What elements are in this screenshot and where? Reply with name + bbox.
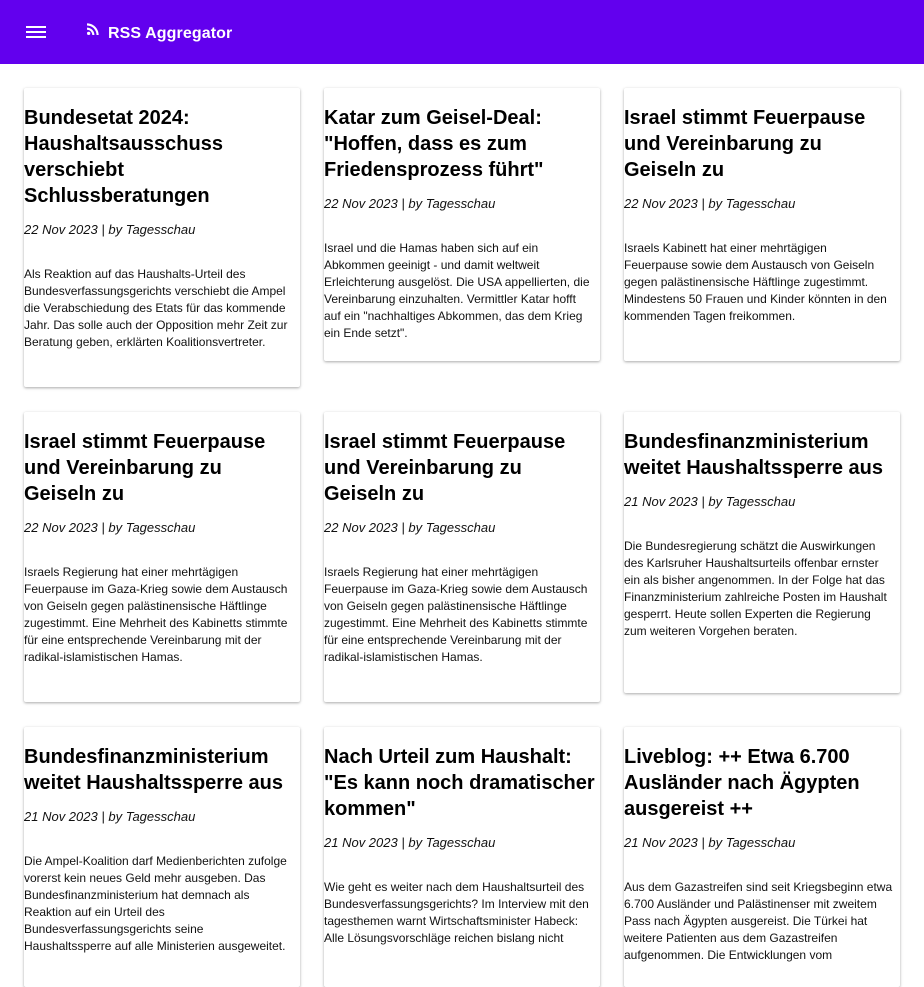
article-source: Tagesschau: [125, 520, 196, 535]
article-card[interactable]: [624, 727, 900, 987]
article-by: by: [708, 494, 723, 509]
article-description: Israel und die Hamas haben sich auf ein Abkommen geeinigt - und damit weltweit Erleichterung ausgelöst. Die USA appellierten, die Vereinbarung einzuhalten. Vermittler Katar hofft auf ein "nachhaltiges Abkommen, das dem Krieg ein Ende setzt".: [324, 241, 590, 340]
article-date: 21 Nov 2023: [324, 835, 398, 850]
article-date: 21 Nov 2023: [624, 494, 698, 509]
article-date: 22 Nov 2023: [624, 196, 698, 211]
article-card[interactable]: [24, 412, 300, 702]
article-by: by: [408, 196, 423, 211]
article-description: Israels Regierung hat einer mehrtägigen Feuerpause im Gaza-Krieg sowie dem Austausch von Geiseln gegen palästinensische Häftlinge zugestimmt. Eine Mehrheit des Kabinetts stimmte für eine entsprechende Vereinbarung mit der radikal-islamistischen Hamas.: [324, 565, 588, 664]
article-by: by: [408, 835, 423, 850]
article-by: by: [108, 520, 123, 535]
menu-icon[interactable]: [20, 16, 52, 48]
article-date: 21 Nov 2023: [624, 835, 698, 850]
article-meta: 22 Nov 2023 | by Tagesschau: [624, 196, 796, 211]
article-date: 21 Nov 2023: [24, 809, 98, 824]
app-bar: [0, 0, 924, 64]
article-description: Die Ampel-Koalition darf Medienberichten zufolge vorerst kein neues Geld mehr ausgeben. Das Bundesfinanzministerium hat demnach als Reaktion auf ein Urteil des Bundesverfassungsgerichts seine Haushaltssperre auf alle Ministerien ausgeweitet.: [24, 854, 287, 953]
article-by: by: [708, 196, 723, 211]
article-source: Tagesschau: [125, 809, 196, 824]
article-card[interactable]: [324, 88, 600, 361]
article-meta: 21 Nov 2023 | by Tagesschau: [624, 494, 796, 509]
app-title: RSS Aggregator: [108, 25, 233, 42]
article-meta: 21 Nov 2023 | by Tagesschau: [24, 809, 196, 824]
article-card[interactable]: [624, 88, 900, 361]
article-source: Tagesschau: [425, 196, 496, 211]
article-source: Tagesschau: [725, 494, 796, 509]
article-title[interactable]: Israel stimmt Feuerpause und Vereinbarung zu Geiseln zu: [624, 107, 866, 181]
article-meta: 22 Nov 2023 | by Tagesschau: [324, 520, 496, 535]
article-card[interactable]: [324, 727, 600, 987]
article-date: 22 Nov 2023: [324, 520, 398, 535]
article-title[interactable]: Nach Urteil zum Haushalt: "Es kann noch dramatischer kommen": [324, 746, 595, 820]
article-by: by: [108, 222, 123, 237]
article-source: Tagesschau: [725, 835, 796, 850]
article-source: Tagesschau: [425, 835, 496, 850]
app-brand: [84, 18, 232, 48]
article-by: by: [408, 520, 423, 535]
article-title[interactable]: Bundesfinanzministerium weitet Haushaltssperre aus: [24, 746, 283, 794]
article-title[interactable]: Bundesfinanzministerium weitet Haushaltssperre aus: [624, 431, 883, 479]
article-card[interactable]: [324, 412, 600, 702]
article-description: Israels Kabinett hat einer mehrtägigen Feuerpause sowie dem Austausch von Geiseln gegen palästinensische Häftlinge zugestimmt. Mindestens 50 Frauen und Kinder könnten in den kommenden Tagen freikommen.: [624, 241, 887, 323]
article-description: Wie geht es weiter nach dem Haushaltsurteil des Bundesverfassungsgerichts? Im Interview mit den tagesthemen warnt Wirtschaftsminister Habeck: Alle Lösungsvorschläge reichen bislang nicht: [324, 880, 589, 945]
article-card[interactable]: [24, 727, 300, 987]
article-date: 22 Nov 2023: [324, 196, 398, 211]
article-description: Aus dem Gazastreifen sind seit Kriegsbeginn etwa 6.700 Ausländer und Palästinenser mit zweitem Pass nach Ägypten ausgereist. Die Türkei hat weitere Patienten aus dem Gazastreifen aufgenommen. Die Entwicklungen vom: [624, 880, 893, 962]
article-title[interactable]: Katar zum Geisel-Deal: "Hoffen, dass es zum Friedensprozess führt": [324, 107, 544, 181]
article-date: 22 Nov 2023: [24, 520, 98, 535]
article-source: Tagesschau: [125, 222, 196, 237]
article-title[interactable]: Liveblog: ++ Etwa 6.700 Ausländer nach Ägypten ausgereist ++: [624, 746, 860, 820]
article-card[interactable]: [24, 88, 300, 387]
article-by: by: [708, 835, 723, 850]
article-description: Die Bundesregierung schätzt die Auswirkungen des Karlsruher Haushaltsurteils offenbar ernster ein als bisher angenommen. In der Folge hat das Finanzministerium zahlreiche Posten im Haushalt gesperrt. Heute sollen Experten die Regierung zum weiteren Vorgehen beraten.: [624, 539, 887, 638]
article-source: Tagesschau: [425, 520, 496, 535]
article-by: by: [108, 809, 123, 824]
article-meta: 22 Nov 2023 | by Tagesschau: [24, 520, 196, 535]
article-title[interactable]: Israel stimmt Feuerpause und Vereinbarung zu Geiseln zu: [24, 431, 266, 505]
article-title[interactable]: Bundesetat 2024: Haushaltsausschuss verschiebt Schlussberatungen: [24, 107, 223, 207]
article-meta: 21 Nov 2023 | by Tagesschau: [624, 835, 796, 850]
article-source: Tagesschau: [725, 196, 796, 211]
article-meta: 21 Nov 2023 | by Tagesschau: [324, 835, 496, 850]
article-description: Israels Regierung hat einer mehrtägigen Feuerpause im Gaza-Krieg sowie dem Austausch von Geiseln gegen palästinensische Häftlinge zugestimmt. Eine Mehrheit des Kabinetts stimmte für eine entsprechende Vereinbarung mit der radikal-islamistischen Hamas.: [24, 565, 288, 664]
article-description: Als Reaktion auf das Haushalts-Urteil des Bundesverfassungsgerichts verschiebt die Ampel die Verabschiedung des Etats für das kommende Jahr. Das solle auch der Opposition mehr Zeit zur Beratung geben, erklärten Koalitionsvertreter.: [24, 267, 288, 349]
rss-feed-icon: [84, 20, 102, 38]
article-card[interactable]: [624, 412, 900, 693]
article-meta: 22 Nov 2023 | by Tagesschau: [24, 222, 196, 237]
article-date: 22 Nov 2023: [24, 222, 98, 237]
article-title[interactable]: Israel stimmt Feuerpause und Vereinbarung zu Geiseln zu: [324, 431, 566, 505]
article-meta: 22 Nov 2023 | by Tagesschau: [324, 196, 496, 211]
